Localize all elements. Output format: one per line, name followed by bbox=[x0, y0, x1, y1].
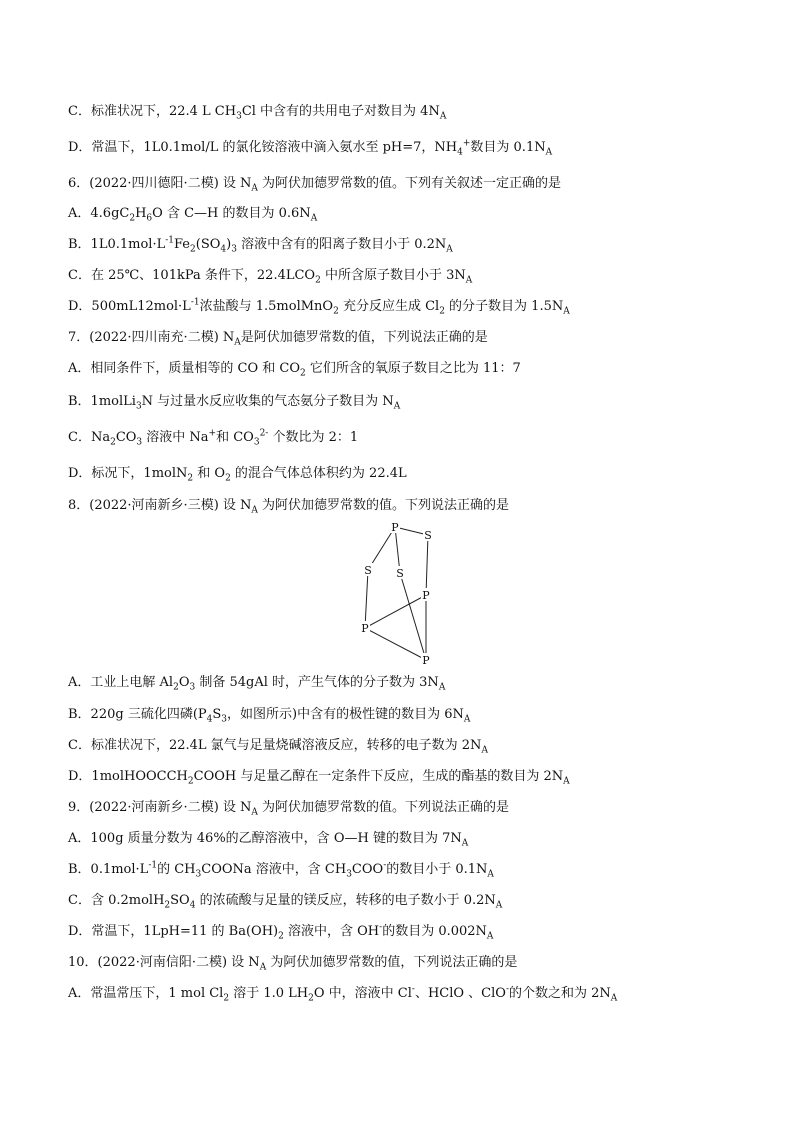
text-line-q7: 7．(2022·四川南充·二模) $N_A$是阿伏加德罗常数的值，下列说法正确的是 bbox=[68, 330, 488, 348]
text-line-q8: 8．(2022·河南新乡·三模) 设 $N_A$ 为阿伏加德罗常数的值。下列说法正确的是 bbox=[68, 498, 510, 516]
atom-label-3: S bbox=[396, 567, 404, 580]
text-line-q7d: D．标况下，1molN$_2$ 和 $O_2$ 的混合气体总体积约为 22.4L bbox=[68, 466, 407, 484]
atom-label-2: S bbox=[364, 564, 372, 577]
text-line-q7b: B．1molLi$_3$N 与过量水反应收集的气态氨分子数目为 $N_A$ bbox=[68, 394, 401, 412]
atom-label-5: P bbox=[361, 622, 369, 635]
text-line-q6d: D．$500mL12mol\cdot L^{-1}$浓盐酸与 1.5molMnO$_2$ 充分反应生成 $Cl_2$ 的分子数目为 $1.5N_A$ bbox=[68, 297, 570, 317]
text-line-q9d: D．常温下，1LpH=11 的 $Ba(OH)_2$ 溶液中，含 OH-的数目为 $0.002N_A$ bbox=[68, 922, 494, 942]
text-line-l2: D．常温下，1L0.1mol/L 的氯化铵溶液中滴入氨水至 pH=7，$NH_4^+$数目为 $0.1N_A$ bbox=[68, 138, 553, 158]
text-line-q8c: C．标准状况下，22.4L 氯气与足量烧碱溶液反应，转移的电子数为 $2N_A$ bbox=[68, 738, 488, 756]
atom-label-4: P bbox=[422, 589, 430, 602]
bond-6 bbox=[365, 595, 426, 628]
text-line-q7c: C．$Na_2CO_3$ 溶液中 Na+和 $CO_3^{2-}$ 个数比为 2：1 bbox=[68, 428, 359, 448]
atom-label-1: S bbox=[424, 529, 432, 542]
text-line-q9b: B．$0.1mol\cdot L^{-1}$的 $CH_3COONa$ 溶液中，含 $CH_3COO^-$的数目小于 $0.1N_A$ bbox=[68, 860, 494, 880]
text-line-q10: 10．(2022·河南信阳·二模) 设 $N_A$ 为阿伏加德罗常数的值，下列说法正确的是 bbox=[68, 955, 518, 973]
text-line-q10a: A．常温常压下，1 mol $Cl_2$ 溶于 1.0 $LH_2O$ 中，溶液中 Cl-、HClO 、ClO-的个数之和为 $2N_A$ bbox=[68, 984, 618, 1004]
bond-5 bbox=[400, 573, 426, 660]
bond-8 bbox=[365, 628, 426, 660]
text-line-q6: 6．(2022·四川德阳·二模) 设 $N_A$ 为阿伏加德罗常数的值。下列有关叙述一定正确的是 bbox=[68, 176, 562, 194]
text-line-q8a: A．工业上电解 $Al_2O_3$ 制备 54gAl 时，产生气体的分子数为 $3N_A$ bbox=[68, 675, 446, 693]
text-line-q9c: C．含 $0.2molH_2SO_4$ 的浓硫酸与足量的镁反应，转移的电子数小于 $0.2N_A$ bbox=[68, 893, 503, 911]
text-line-q9a: A．100g 质量分数为 46%的乙醇溶液中，含 O—H 键的数目为 $7N_A$ bbox=[68, 831, 469, 849]
text-line-q7a: A．相同条件下，质量相等的 CO 和 $CO_2$ 它们所含的氧原子数目之比为 11：7 bbox=[68, 361, 521, 379]
text-line-q6b: B．$1L0.1mol\cdot L^{-1}Fe_2(SO_4)_3$ 溶液中含有的阳离子数目小于 $0.2N_A$ bbox=[68, 235, 453, 255]
atom-label-6: P bbox=[422, 654, 430, 665]
bond-4 bbox=[365, 570, 368, 628]
text-line-q6a: A．$4.6gC_2H_6O$ 含 C—H 的数目为 $0.6N_A$ bbox=[68, 206, 318, 224]
text-line-q9: 9．(2022·河南新乡·二模) 设 $N_A$ 为阿伏加德罗常数的值。下列说法正确的是 bbox=[68, 800, 510, 818]
text-line-q8d: D．1molHOOCCH$_2$COOH 与足量乙醇在一定条件下反应，生成的酯基的数目为 $2N_A$ bbox=[68, 769, 570, 787]
text-line-l1: C．标准状况下，22.4 L $CH_3Cl$ 中含有的共用电子对数目为 $4N_A$ bbox=[68, 104, 447, 122]
text-line-q6c: C．在 25℃、101kPa 条件下，$22.4LCO_2$ 中所含原子数目小于 $3N_A$ bbox=[68, 268, 473, 286]
p4s3-structure-diagram bbox=[340, 515, 460, 665]
text-line-q8b: B．220g 三硫化四磷($P_4S_3$，如图所示)中含有的极性键的数目为 $6N_A$ bbox=[68, 707, 471, 725]
atom-label-0: P bbox=[391, 521, 399, 534]
bond-3 bbox=[426, 535, 428, 595]
